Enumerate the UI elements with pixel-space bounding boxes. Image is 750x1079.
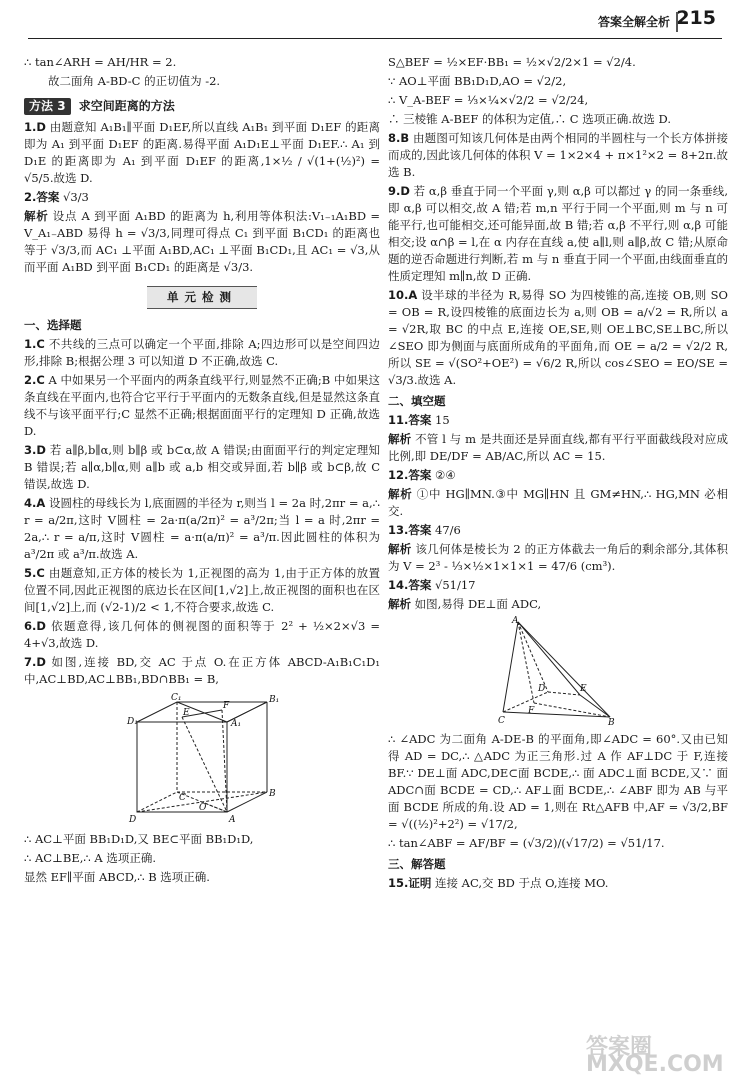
text-line: ∴ AC⊥平面 BB₁D₁D,又 BE⊂平面 BB₁D₁D,: [24, 832, 254, 846]
answer-item: 2.答案 √3/3: [24, 190, 89, 204]
analysis-item: 解析 该几何体是棱长为 2 的正方体截去一角后的剩余部分,其体积为 V = 2³ - ⅓×½×1×1×1 = 47/6 (cm³).: [388, 542, 729, 573]
pyramid-figure: [498, 617, 618, 727]
text-line: ∴ 三棱锥 A-BEF 的体积为定值,∴ C 选项正确.故选 D.: [388, 112, 672, 126]
text-line: S△BEF = ½×EF·BB₁ = ½×√2/2×1 = √2/4.: [388, 55, 636, 69]
answer-item: 10.A 设半球的半径为 R,易得 SO 为四棱锥的高,连接 OB,则 SO = OB = R,设四棱锥的底面边长为 a,则 OB = a/√2 = R,所以 a = √2R,取 BC 的中点 E,连接 OE,SE,则 OE⊥BC,SE⊥BC,所以∠SEO 即为侧面与底面所成角的平面角,而 OE = a/2 = √2/2 R,所以 SE = √(SO²+OE²) = √6/2 R,所以 cos∠SEO = EO/SE = √3/3.故选 A.: [388, 288, 728, 387]
analysis-item: 解析 ①中 HG∥MN.③中 MG∥HN 且 GM≠HN,∴ HG,MN 必相交.: [388, 487, 728, 518]
pyramid-label: B: [608, 718, 615, 728]
answer-item: 6.D 依题意得,该几何体的侧视图的面积等于 2² + ½×2×√3 = 4+√3,故选 D.: [24, 619, 380, 650]
header-title: 答案全解全析: [597, 15, 670, 29]
page-header: [0, 0, 750, 44]
watermark: 答案圈 MXQE.COM: [586, 1035, 724, 1077]
right-column: [388, 54, 728, 894]
answer-item: 9.D 若 α,β 垂直于同一个平面 γ,则 α,β 可以都过 γ 的同一条垂线,即 α,β 可以相交,故 A 错;若 m,n 平行于同一个平面,则 m 与 n 可能平行,也可能相交,还可能异面,故 B 错;若 α,β 不平行,则 α,β 可能相交;设 α∩β = l,在 α 内存在直线 a,使 a∥l,则 a∥β,故 C 错;从原命题的逆否命题进行判断,若 m 与 n 垂直于同一个平面,由线面垂直的性质定理知 m∥n,故 D 正确.: [388, 184, 728, 283]
text-line: ∴ V_A-BEF = ⅓×¼×√2/2 = √2/24,: [388, 93, 589, 107]
pyramid-label: F: [528, 706, 535, 716]
answer-item: 2.C A 中如果另一个平面内的两条直线平行,则显然不正确;B 中如果这条直线在平面内,也符合它平行于平面内的无数条直线,但是显然这条直线不与该平面平行;C 显然不正确;根据面面平行的定理知 D 正确,故选 D.: [24, 373, 381, 438]
cube-label: C: [179, 793, 186, 803]
method-badge: 方法 3: [24, 98, 71, 115]
text-line: 故二面角 A-BD-C 的正切值为 -2.: [48, 74, 221, 88]
text-line: ∴ tan∠ABF = AF/BF = (√3/2)/(√17/2) = √51/17.: [388, 836, 665, 850]
answer-item: 8.B 由题图可知该几何体是由两个相同的半圆柱与一个长方体拼接而成的,因此该几何体的体积 V = 1×2×4 + π×1²×2 = 8+2π.故选 B.: [388, 131, 729, 179]
cube-label: E: [183, 708, 190, 718]
cube-label: C₁: [171, 693, 182, 703]
answer-item: 3.D 若 a∥β,b∥α,则 b∥β 或 b⊂α,故 A 错误;由面面平行的判定定理知 B 错误;若 a∥α,b∥α,则 a∥b 或 a,b 相交或异面,若 b∥β 或 b⊂β,故 C 错误,故选 D.: [24, 443, 380, 491]
section-heading: 三、解答题: [388, 857, 446, 871]
cube-label: B: [269, 789, 276, 799]
left-column: [24, 54, 380, 888]
text-line: ∵ AO⊥平面 BB₁D₁D,AO = √2/2,: [388, 74, 567, 88]
method-heading: [24, 98, 380, 115]
page-number: 215: [676, 7, 716, 29]
answer-item: 12.答案 ②④: [388, 468, 456, 482]
cube-label: O: [199, 803, 207, 813]
answer-item: 11.答案 15: [388, 413, 450, 427]
answer-item: 15.证明 连接 AC,交 BD 于点 O,连接 MO.: [388, 876, 609, 890]
analysis-item: 解析 如图,易得 DE⊥面 ADC,: [388, 597, 542, 611]
cube-label: B₁: [269, 695, 280, 705]
method-title: 求空间距离的方法: [78, 99, 175, 113]
text-line: ∴ AC⊥BE,∴ A 选项正确.: [24, 851, 156, 865]
answer-item: 14.答案 √51/17: [388, 578, 476, 592]
cube-label: F: [223, 701, 230, 711]
cube-figure: [127, 692, 280, 827]
answer-item: 7.D 如图,连接 BD,交 AC 于点 O.在正方体 ABCD-A₁B₁C₁D₁ 中,AC⊥BD,AC⊥BB₁,BD∩BB₁ = B,: [24, 655, 380, 686]
analysis-item: 解析 不管 l 与 m 是共面还是异面直线,都有平行平面截线段对应成比例,即 DE/DF = AB/AC,所以 AC = 15.: [388, 432, 729, 463]
section-heading: 一、选择题: [24, 318, 82, 332]
cube-label: D: [129, 815, 137, 825]
cube-label: D₁: [127, 717, 138, 727]
analysis-item: 解析 设点 A 到平面 A₁BD 的距离为 h,利用等体积法:V₁₋₁A₁BD = V_A₁₋ABD 易得 h = √3/3,同理可得点 C₁ 到平面 B₁CD₁ 的距离也等于 √3/3,而 AC₁ ⊥平面 A₁BD,AC₁ ⊥平面 B₁CD₁,且 AC₁ = √3,从而平面 A₁BD 到平面 B₁CD₁ 的距离是 √3/3.: [24, 209, 381, 274]
cube-label: A₁: [231, 719, 242, 729]
pyramid-label: C: [498, 716, 505, 726]
answer-item: 1.C 不共线的三点可以确定一个平面,排除 A;四边形可以是空间四边形,排除 B;根据公理 3 可以知道 D 不正确,故选 C.: [24, 337, 380, 368]
text-line: ∴ ∠ADC 为二面角 A-DE-B 的平面角,即∠ADC = 60°.又由已知得 AD = DC,∴ △ADC 为正三角形.过 A 作 AF⊥DC 于 F,连接 BF.∵ DE⊥面 ADC,DE⊂面 BCDE,∴ 面 ADC⊥面 BCDE,又∵ 面 ADC∩面 BCDE = CD,∴ AF⊥面 BCDE,∴ ∠ABF 即为 AB 与平面 BCDE 所成的角.设 AD = 1,则在 Rt△AFB 中,AF = √3/2,BF = √((½)²+2²) = √17/2,: [388, 732, 728, 831]
pyramid-label: E: [580, 684, 587, 694]
pyramid-label: D: [538, 684, 546, 694]
text-line: ∴ tan∠ARH = AH/HR = 2.: [24, 55, 177, 69]
header-rule: [28, 38, 722, 39]
pyramid-label: A: [512, 616, 519, 626]
answer-item: 1.D 由题意知 A₁B₁∥平面 D₁EF,所以直线 A₁B₁ 到平面 D₁EF 的距离即为 A₁ 到平面 D₁EF 的距离.易得平面 A₁D₁E⊥平面 D₁EF.∴ A₁ 到 D₁E 的距离即为 A₁ 到平面 D₁EF 的距离,1×½ / √(1+(½)²) = √5/5.故选 D.: [24, 120, 381, 185]
answer-item: 13.答案 47/6: [388, 523, 461, 537]
cube-label: A: [229, 815, 236, 825]
answer-item: 5.C 由题意知,正方体的棱长为 1,正视图的高为 1,由于正方体的放置位置不同,因此正视图的底边长在区间[1,√2]上,故正视图的面积也在区间[1,√2]上,而 (√2-1)/2 < 1,不符合要求,故选 C.: [24, 566, 380, 614]
unit-title: 单元检测: [147, 286, 257, 309]
answer-item: 4.A 设圆柱的母线长为 l,底面圆的半径为 r,则当 l = 2a 时,2πr = a,∴ r = a/2π,这时 V圆柱 = 2a·π(a/2π)² = a³/2π;当 l = a 时,2πr = 2a,∴ r = a/π,这时 V圆柱 = a·π(a/π)² = a³/π.因此圆柱的体积为 a³/2π 或 a³/π.故选 A.: [24, 496, 381, 561]
section-heading: 二、填空题: [388, 394, 446, 408]
text-line: 显然 EF∥平面 ABCD,∴ B 选项正确.: [24, 870, 210, 884]
